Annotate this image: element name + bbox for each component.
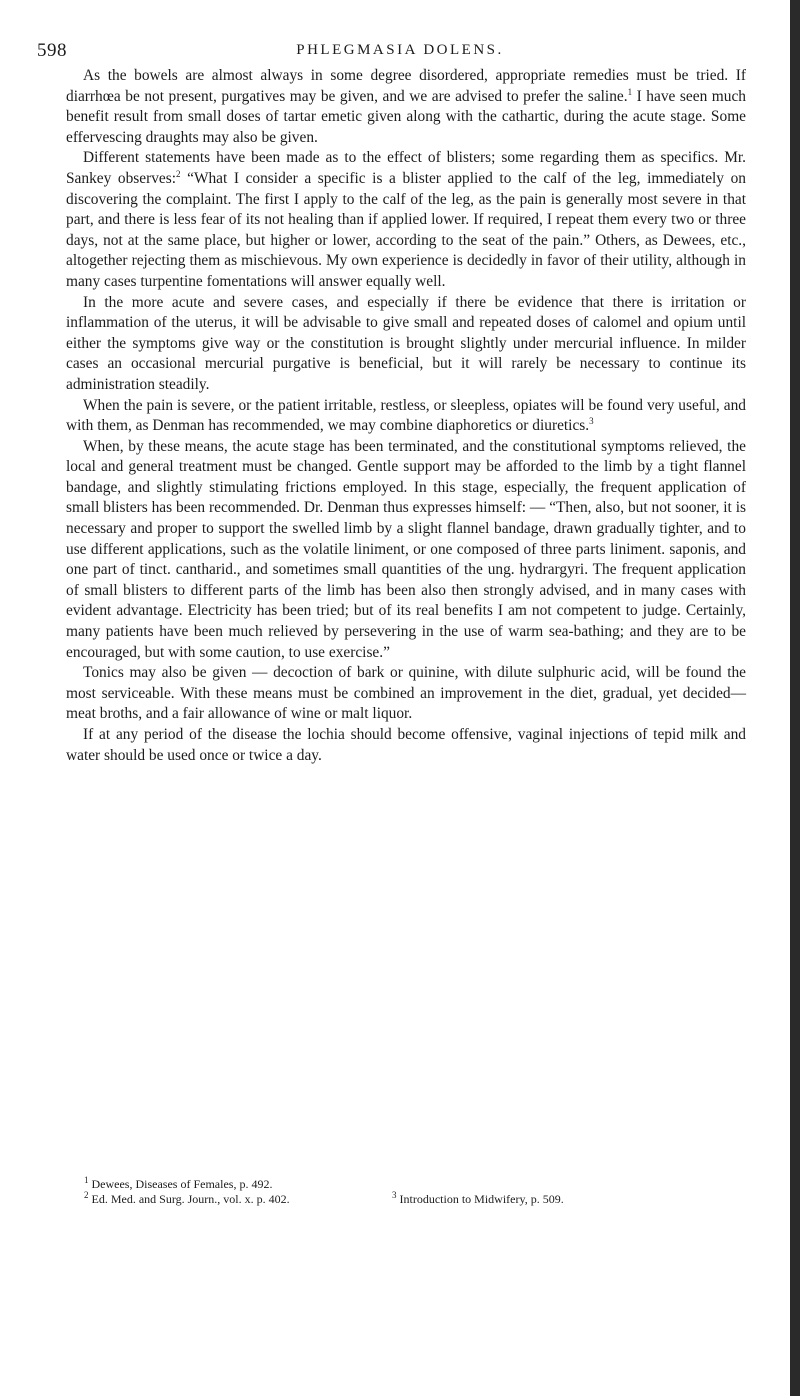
running-title: PHLEGMASIA DOLENS. [296, 42, 504, 58]
paragraph: In the more acute and severe cases, and especially if there be evidence that there is irritation or inflammation of the uterus, it will be advisable to give small and repeated doses of calomel and opium until either the symptoms give way or the constitution is brought slightly under mercurial influence. In milder cases an occasional mercurial purgative is beneficial, but it will rarely be necessary to continue its administration steadily. [66, 293, 746, 393]
footnote-ref: 2 [176, 168, 181, 179]
footnote: $^2$ Ed. Med. and Surg. Journ., vol. x. p. 402. [84, 1190, 290, 1206]
paragraph: When, by these means, the acute stage has been terminated, and the constitutional symptoms relieved, the local and general treatment must be changed. Gentle support may be afforded to the limb by a tight flannel bandage, and slightly stimulating frictions employed. In this stage, especially, the frequent application of small blisters has been recommended. Dr. Denman thus expresses himself: — “Then, also, but not sooner, it is necessary and proper to support the swelled limb by a slight flannel bandage, drawn gradually tighter, and to use different applications, such as the volatile liniment, or one composed of three parts liniment. saponis, and one part of tinct. cantharid., and sometimes small quantities of the ung. hydrargyri. The frequent application of small blisters to different parts of the limb has been also then strongly advised, and in many cases with evident advantage. Electricity has been tried; but of its real benefits I am not competent to judge. Certainly, many patients have been much relieved by persevering in the use of warm sea-bathing; and they are to be encouraged, but with some caution, to use exercise.” [66, 437, 746, 661]
page-edge-shadow [790, 0, 800, 1396]
footnote: $^1$ Dewees, Diseases of Females, p. 492. [84, 1175, 273, 1191]
page-number: 598 [37, 40, 67, 61]
paragraph: Tonics may also be given — decoction of bark or quinine, with dilute sulphuric acid, will be found the most serviceable. With these means must be combined an improvement in the diet, gradual, yet decided—meat broths, and a fair allowance of wine or malt liquor. [66, 664, 746, 723]
footnote: $^3$ Introduction to Midwifery, p. 509. [392, 1190, 564, 1206]
paragraph: As the bowels are almost always in some degree disordered, appropriate remedies must be tried. If diarrhœa be not present, purgatives may be given, and we are advised to prefer the saline.$^1$ I have seen much benefit result from small doses of tartar emetic given along with the cathartic, during the acute stage. Some effervescing draughts may also be given. [66, 67, 747, 146]
body-text [66, 66, 746, 766]
paragraph: When the pain is severe, or the patient irritable, restless, or sleepless, opiates will be found very useful, and with them, as Denman has recommended, we may combine diaphoretics or diuretics.$^3$ [66, 396, 746, 435]
footnotes [84, 1177, 744, 1207]
paragraph: Different statements have been made as to the effect of blisters; some regarding them as specifics. Mr. Sankey observes:$^2$ “What I consider a specific is a blister applied to the calf of the leg, immediately on discovering the complaint. The first I apply to the calf of the leg, as the pain is generally most severe in that part, and there is less fear of its not healing than if applied lower. If required, I repeat them every two or three days, not at the same place, but higher or lower, according to the seat of the pain.” Others, as Dewees, etc., altogether rejecting them as mischievous. My own experience is decidedly in favor of their utility, although in many cases turpentine fomentations will answer equally well. [66, 149, 746, 290]
paragraph: If at any period of the disease the lochia should become offensive, vaginal injections of tepid milk and water should be used once or twice a day. [66, 726, 746, 764]
footnote-ref: 1 [627, 86, 633, 97]
footnote-ref: 3 [589, 415, 594, 426]
